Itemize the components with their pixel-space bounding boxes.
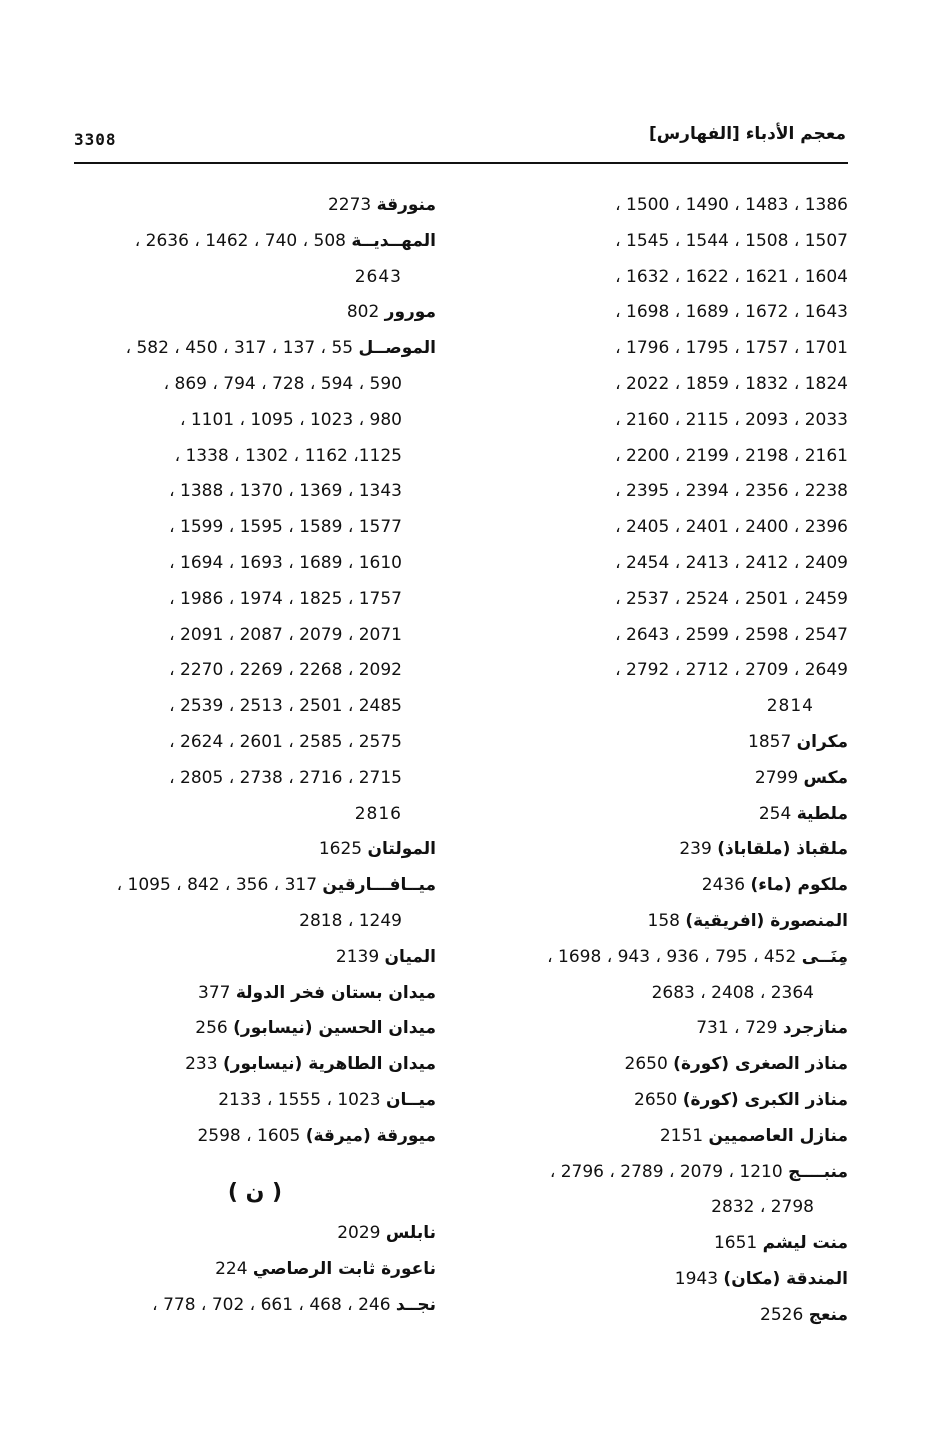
entry-page-refs: 452 ، 795 ، 936 ، 943 ، 1698 ، [547, 946, 797, 967]
entry-page-refs: 2485 ، 2501 ، 2513 ، 2539 ، [169, 696, 402, 717]
entry-term: ميدان بستان فخر الدولة [235, 982, 436, 1003]
entry-term: منورقة [376, 195, 436, 215]
running-title: معجم الأدباء [الفهارس] [648, 124, 846, 144]
entry-page-refs: 1643 ، 1672 ، 1689 ، 1698 ، [615, 302, 848, 323]
index-column-left [74, 188, 436, 1324]
entry-page-refs: 2459 ، 2501 ، 2524 ، 2537 ، [615, 588, 848, 609]
index-entry [74, 868, 436, 904]
entry-page-refs: 1824 ، 1832 ، 1859 ، 2022 ، [615, 373, 848, 394]
entry-page-refs: 1625 [318, 839, 363, 860]
index-entry [490, 1190, 848, 1226]
index-entry [490, 832, 848, 868]
entry-page-refs: 2799 [754, 767, 799, 788]
index-entry [490, 761, 848, 797]
entry-page-refs: 590 ، 594 ، 728 ، 794 ، 869 ، [163, 373, 402, 394]
index-entry [490, 403, 848, 439]
index-entry [74, 188, 436, 224]
entry-page-refs: 1943 [674, 1268, 719, 1289]
entry-page-refs: 2151 [659, 1125, 704, 1146]
entry-term: منازجرد [782, 1018, 848, 1039]
index-entry [74, 331, 436, 367]
entry-term: مكس [803, 767, 848, 788]
entry-page-refs: 2798 ، 2832 [711, 1197, 814, 1218]
entry-term: نجــد [395, 1294, 436, 1315]
index-entry [74, 1288, 436, 1324]
entry-page-refs: 1343 ، 1369 ، 1370 ، 1388 ، [169, 481, 402, 502]
entry-page-refs: 980 ، 1023 ، 1095 ، 1101 ، [179, 409, 402, 430]
index-entry [490, 331, 848, 367]
entry-term: ملطية [796, 803, 848, 824]
entry-page-refs: 55 ، 137 ، 317 ، 450 ، 582 ، [125, 338, 354, 359]
entry-term: المنصورة (افريقية) [685, 910, 848, 931]
entry-page-refs: 158 [647, 910, 680, 931]
entry-term: المندقة (مكان) [723, 1268, 848, 1289]
entry-page-refs: 802 [346, 302, 380, 323]
entry-term: ميدان الحسين (نيسابور) [233, 1018, 436, 1039]
entry-page-refs: 1210 ، 2079 ، 2789 ، 2796 ، [549, 1161, 783, 1182]
index-entry [74, 761, 436, 797]
entry-page-refs: 729 ، 731 [696, 1018, 778, 1039]
index-entry [490, 868, 848, 904]
index-entry [74, 976, 436, 1012]
entry-term: مناذر الكبرى (كورة) [682, 1089, 848, 1110]
index-entry [74, 1047, 436, 1083]
entry-page-refs: 246 ، 468 ، 661 ، 702 ، 778 ، [152, 1294, 391, 1315]
entry-page-refs: 1605 ، 2598 [197, 1125, 301, 1146]
entry-page-refs: 2650 [634, 1089, 678, 1110]
entry-page-refs: 2575 ، 2585 ، 2601 ، 2624 ، [169, 731, 402, 752]
entry-page-refs: 1023 ، 1555 ، 2133 [218, 1089, 381, 1110]
entry-term: ناعورة ثابت الرصاصي [252, 1259, 436, 1280]
index-entry [74, 1119, 436, 1155]
index-entry [490, 797, 848, 833]
entry-term: ميــافـــارقين [322, 875, 436, 896]
entry-page-refs: 2436 [701, 875, 746, 896]
entry-page-refs: 2071 ، 2079 ، 2087 ، 2091 ، [169, 624, 402, 645]
entry-term: منازل العاصميين [708, 1125, 848, 1146]
index-entry [74, 224, 436, 260]
index-entry [74, 403, 436, 439]
index-entry [74, 295, 436, 331]
entry-page-refs: 2029 [337, 1223, 381, 1244]
entry-page-refs: 256 [195, 1018, 228, 1039]
entry-term: منت ليشم [762, 1233, 848, 1254]
index-entry [490, 689, 848, 725]
entry-term: نابلس [385, 1223, 436, 1244]
index-entry [490, 1262, 848, 1298]
entry-term: المولتان [367, 839, 436, 860]
entry-term: مناذر الصغرى (كورة) [673, 1054, 848, 1075]
index-entry [74, 904, 436, 940]
entry-page-refs: 2092 ، 2268 ، 2269 ، 2270 ، [169, 660, 402, 681]
entry-term: ملقباذ (ملقاباذ) [717, 839, 848, 860]
entry-page-refs: 2273 [327, 195, 372, 215]
entry-term: ميورقة (ميرقة) [305, 1125, 436, 1146]
index-entry [74, 582, 436, 618]
index-entry [74, 474, 436, 510]
index-entry [490, 1155, 848, 1191]
entry-page-refs: 1701 ، 1757 ، 1795 ، 1796 ، [615, 338, 848, 359]
entry-page-refs: 2033 ، 2093 ، 2115 ، 2160 ، [615, 409, 848, 430]
entry-term: الميان [384, 946, 436, 967]
entry-term: مورور [384, 302, 436, 323]
index-entry [490, 1083, 848, 1119]
index-entry [490, 976, 848, 1012]
entry-page-refs: 224 [215, 1259, 248, 1280]
entry-page-refs: 1857 [748, 731, 792, 752]
index-entry [74, 797, 436, 833]
index-entry [490, 1047, 848, 1083]
index-entry [74, 689, 436, 725]
entry-page-refs: 1610 ، 1689 ، 1693 ، 1694 ، [169, 552, 402, 573]
entry-page-refs: 2649 ، 2709 ، 2712 ، 2792 ، [615, 660, 848, 681]
section-heading: ( ن ) [227, 1179, 283, 1205]
entry-term: مكران [796, 731, 848, 752]
index-entry [74, 653, 436, 689]
index-entry [74, 725, 436, 761]
entry-term: ميدان الطاهرية (نيسابور) [222, 1054, 436, 1075]
entry-page-refs: 2139 [335, 946, 380, 967]
entry-page-refs: 2364 ، 2408 ، 2683 [651, 982, 814, 1003]
entry-page-refs: 2238 ، 2356 ، 2394 ، 2395 ، [615, 481, 848, 502]
index-entry [490, 725, 848, 761]
index-entry [490, 653, 848, 689]
index-entry [490, 474, 848, 510]
entry-term: الموصــل [358, 338, 436, 359]
entry-page-refs: 1604 ، 1621 ، 1622 ، 1632 ، [615, 266, 848, 287]
index-entry [490, 188, 848, 224]
index-entry [490, 582, 848, 618]
header-rule [74, 162, 848, 164]
entry-page-refs: 2816 [354, 803, 402, 824]
index-entry [490, 367, 848, 403]
entry-page-refs: 2526 [760, 1304, 804, 1325]
entry-term: المهــديــة [351, 230, 436, 251]
entry-page-refs: 2715 ، 2716 ، 2738 ، 2805 ، [169, 767, 402, 788]
index-entry [490, 260, 848, 296]
entry-term: مِنَــى [801, 946, 848, 967]
entry-page-refs: 233 [185, 1054, 218, 1075]
index-entry [490, 904, 848, 940]
entry-page-refs: 1249 ، 2818 [299, 910, 402, 931]
index-entry [490, 1119, 848, 1155]
entry-page-refs: 377 [198, 982, 231, 1003]
index-entry [74, 546, 436, 582]
entry-page-refs: 317 ، 356 ، 842 ، 1095 ، [116, 875, 318, 896]
entry-page-refs: 1757 ، 1825 ، 1974 ، 1986 ، [169, 588, 402, 609]
entry-page-refs: 1507 ، 1508 ، 1544 ، 1545 ، [615, 230, 848, 251]
index-entry [74, 439, 436, 475]
index-entry [490, 510, 848, 546]
entry-term: ميــان [386, 1089, 436, 1110]
entry-page-refs: 2409 ، 2412 ، 2413 ، 2454 ، [615, 552, 848, 573]
index-entry [490, 940, 848, 976]
index-entry [490, 439, 848, 475]
index-entry [74, 367, 436, 403]
index-entry [74, 940, 436, 976]
entry-page-refs: 508 ، 740 ، 1462 ، 2636 ، [134, 230, 346, 251]
entry-page-refs: 2814 [766, 696, 814, 717]
page-number: 3308 [74, 130, 117, 149]
index-entry [74, 618, 436, 654]
index-entry [490, 1011, 848, 1047]
index-column-right [490, 188, 848, 1334]
entry-term: ملكوم (ماء) [750, 875, 848, 896]
entry-page-refs: 2396 ، 2400 ، 2401 ، 2405 ، [615, 517, 848, 538]
index-entry [74, 1011, 436, 1047]
index-entry [490, 1226, 848, 1262]
index-entry [74, 510, 436, 546]
index-entry [490, 224, 848, 260]
entry-page-refs: 2161 ، 2198 ، 2199 ، 2200 ، [615, 445, 848, 466]
entry-page-refs: 239 [679, 839, 712, 860]
index-entry [74, 1216, 436, 1252]
entry-page-refs: 1651 [713, 1233, 758, 1254]
index-entry [74, 260, 436, 296]
entry-page-refs: 1577 ، 1589 ، 1595 ، 1599 ، [169, 517, 402, 538]
page-header [74, 124, 846, 158]
entry-term: منعج [808, 1304, 848, 1325]
index-entry [490, 1298, 848, 1334]
index-entry [74, 1252, 436, 1288]
entry-term: منبــــج [788, 1161, 848, 1182]
entry-page-refs: 254 [758, 803, 792, 824]
entry-page-refs: 2547 ، 2598 ، 2599 ، 2643 ، [615, 624, 848, 645]
index-entry [74, 1083, 436, 1119]
entry-page-refs: 1386 ، 1483 ، 1490 ، 1500 ، [615, 195, 848, 215]
entry-page-refs: 2650 [624, 1054, 668, 1075]
index-entry [490, 618, 848, 654]
index-entry [74, 832, 436, 868]
entry-page-refs: 1125، 1162 ، 1302 ، 1338 ، [174, 445, 402, 466]
entry-page-refs: 2643 [354, 266, 402, 287]
index-entry [490, 546, 848, 582]
index-entry [490, 295, 848, 331]
